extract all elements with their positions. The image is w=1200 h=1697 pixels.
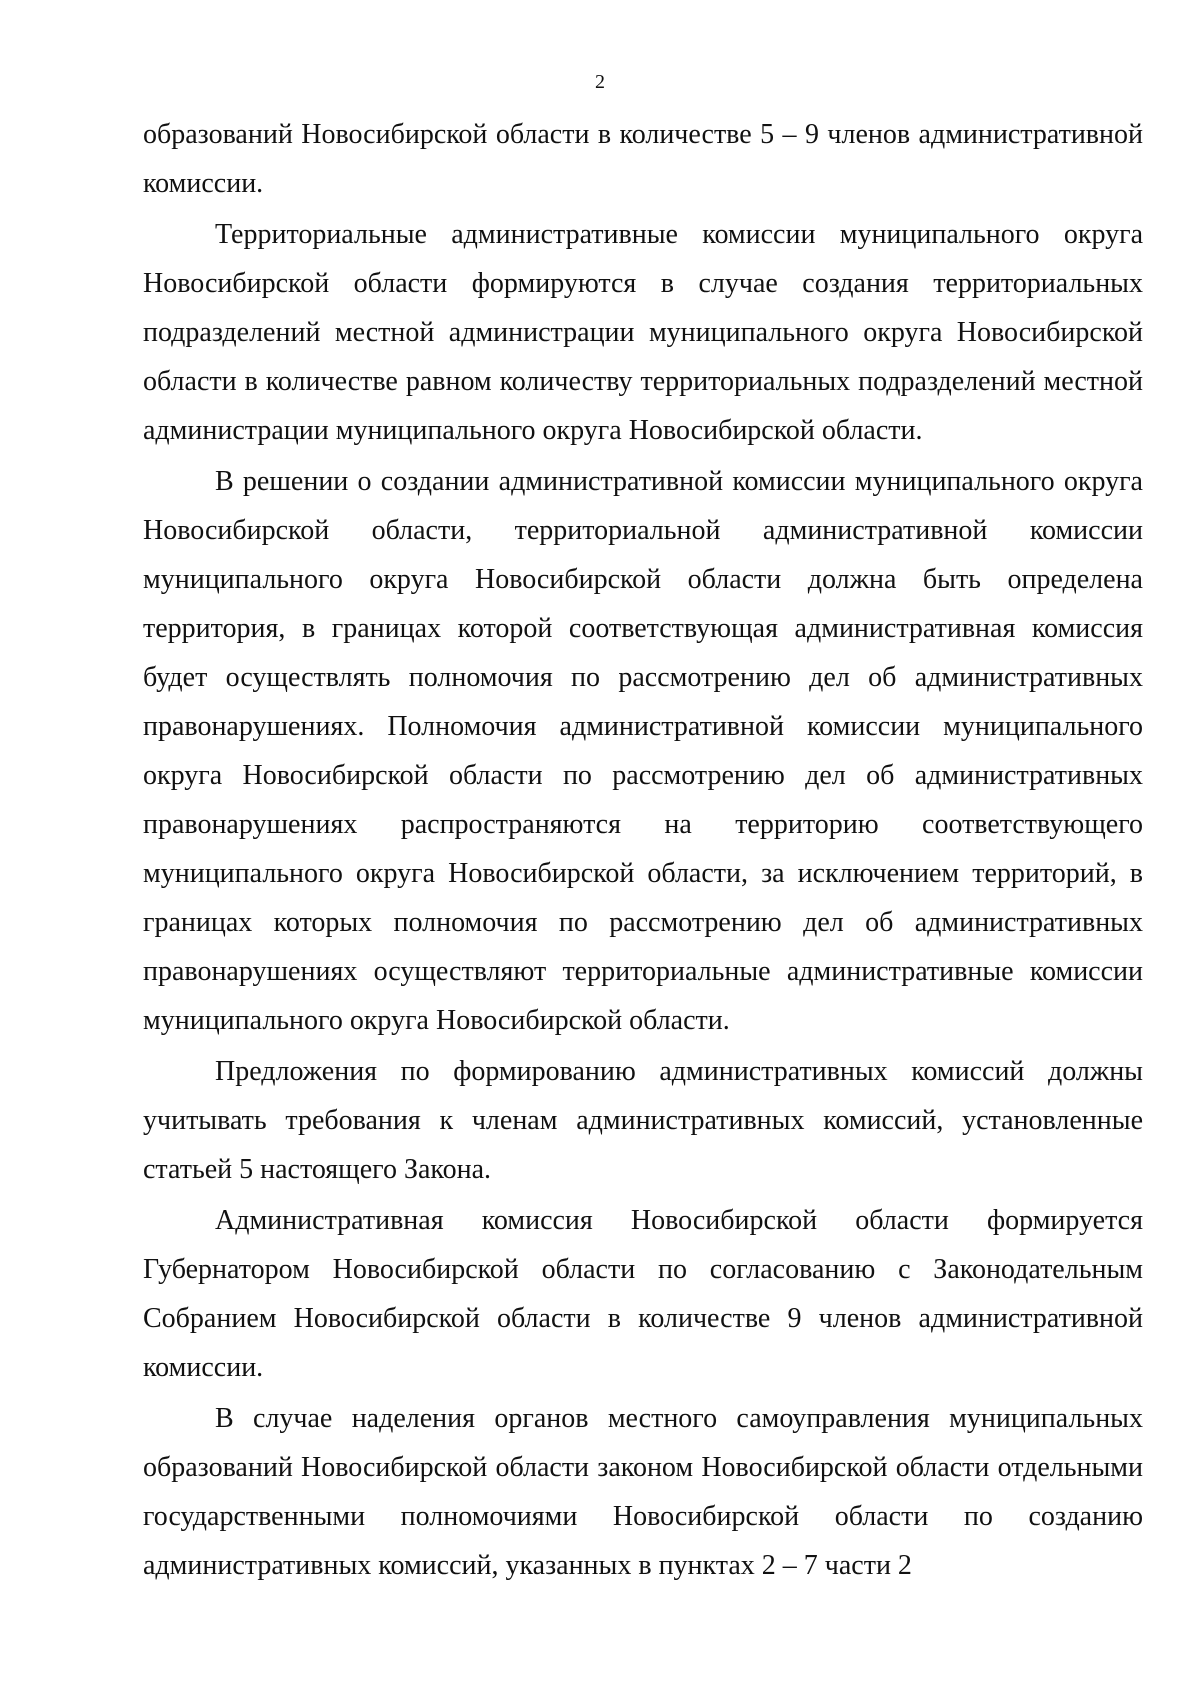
paragraph-continuation: образований Новосибирской области в количестве 5 – 9 членов административной комиссии. [143, 119, 1143, 199]
paragraph-local-government-powers: В случае наделения органов местного самоуправления муниципальных образований Новосибирской области законом Новосибирской области отдельными государственными полномочиями Новосибирской области по созданию административных комиссий, указанных в пунктах 2 – 7 части 2 [143, 1403, 1143, 1581]
paragraph-regional-commission: Административная комиссия Новосибирской области формируется Губернатором Новосибирской области по согласованию с Законодательным Собранием Новосибирской области в количестве 9 членов административной комиссии. [143, 1205, 1143, 1383]
paragraph-formation-proposals: Предложения по формированию административных комиссий должны учитывать требования к членам административных комиссий, установленные статьей 5 настоящего Закона. [143, 1056, 1143, 1185]
document-body [143, 110, 1143, 1590]
page-number: 2 [595, 71, 605, 93]
paragraph-territorial-commissions: Территориальные административные комиссии муниципального округа Новосибирской области формируются в случае создания территориальных подразделений местной администрации муниципального округа Новосибирской области в количестве равном количеству территориальных подразделений местной администрации муниципального округа Новосибирской области. [143, 219, 1143, 446]
paragraph-creation-decision: В решении о создании административной комиссии муниципального округа Новосибирской области, территориальной административной комиссии муниципального округа Новосибирской области должна быть определена территория, в границах которой соответствующая административная комиссия будет осуществлять полномочия по рассмотрению дел об административных правонарушениях. Полномочия административной комиссии муниципального округа Новосибирской области по рассмотрению дел об административных правонарушениях распространяются на территорию соответствующего муниципального округа Новосибирской области, за исключением территорий, в границах которых полномочия по рассмотрению дел об административных правонарушениях осуществляют территориальные административные комиссии муниципального округа Новосибирской области. [143, 466, 1143, 1036]
